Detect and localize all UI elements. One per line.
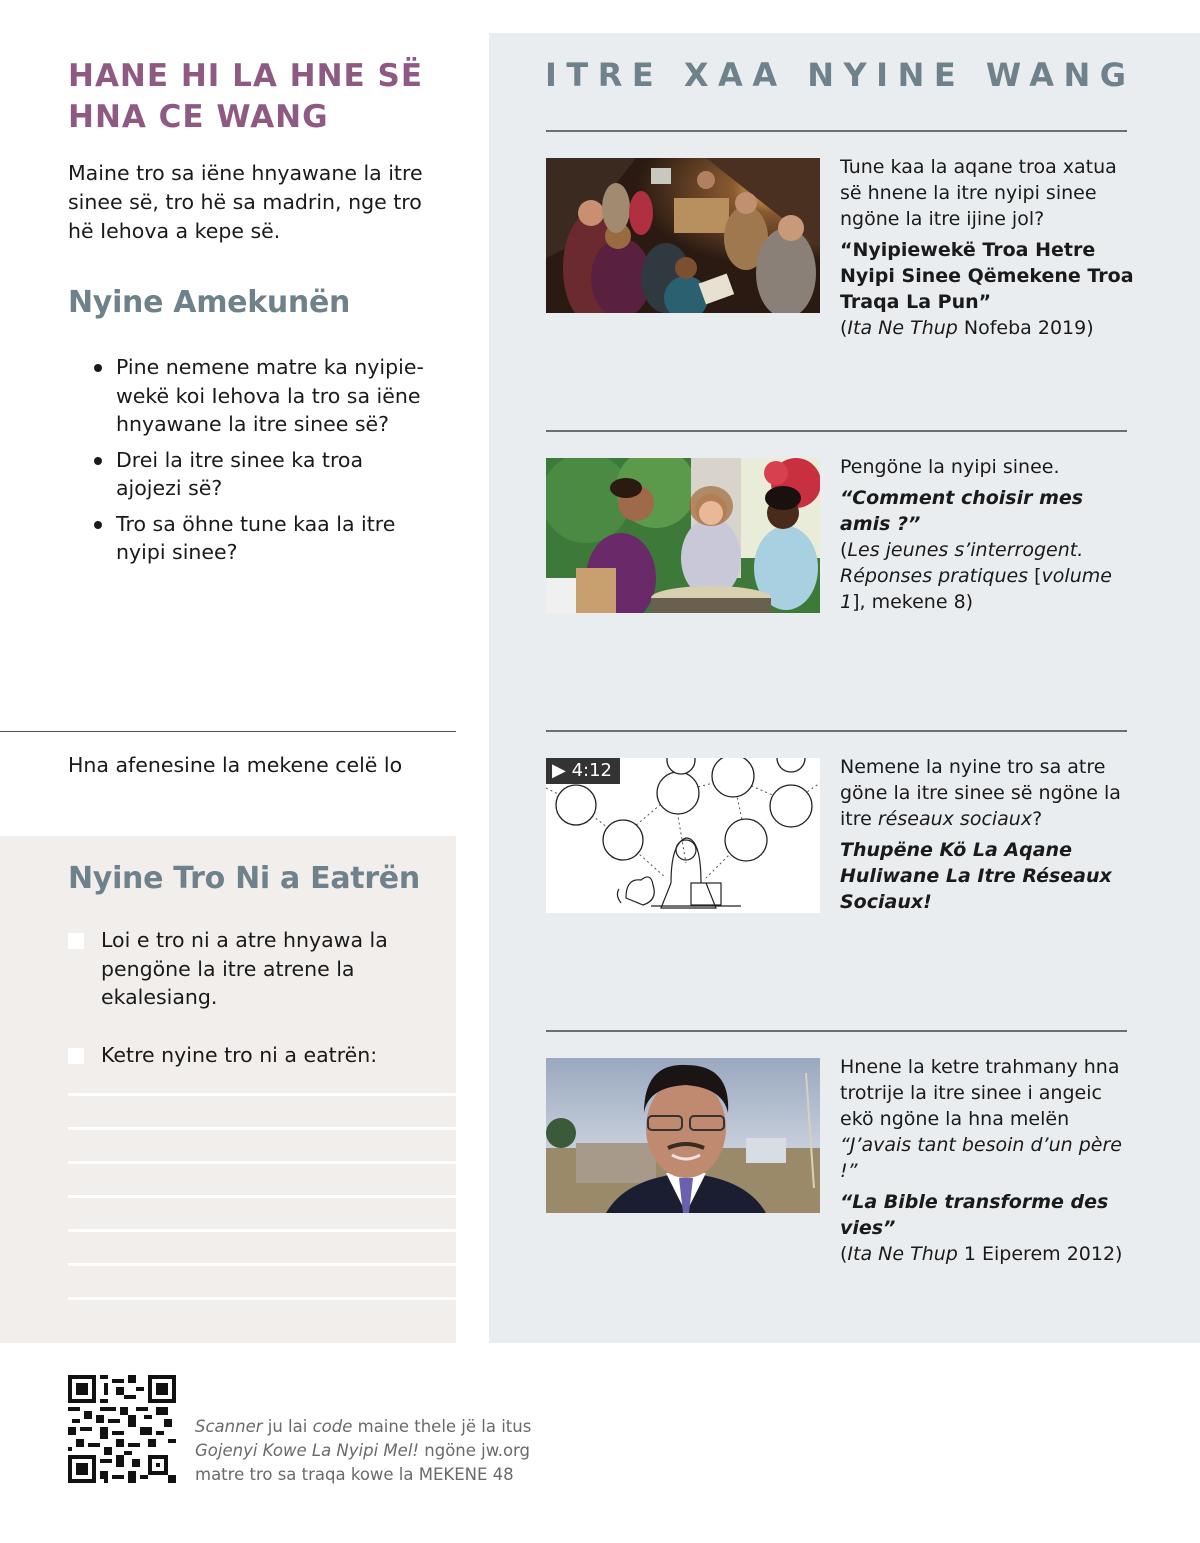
- divider: [546, 1030, 1127, 1032]
- play-icon: ▶: [552, 760, 566, 781]
- write-line[interactable]: [68, 1195, 456, 1198]
- article-source: [840, 315, 1140, 341]
- goal-text: Loi e tro ni a atre hnyawa la pengöne la itre atrene la ekalesiang.: [101, 928, 388, 1009]
- related-question: Pengöne la nyipi sinee.: [840, 456, 1060, 478]
- question-italic-quote: “J’avais tant besoin d’un père !”: [840, 1134, 1122, 1182]
- social-networks-video-thumbnail[interactable]: [546, 758, 820, 913]
- article-source: [840, 537, 1140, 615]
- goal-text: Ketre nyine tro ni a eatrën:: [101, 1042, 378, 1067]
- write-line[interactable]: [68, 1229, 456, 1232]
- related-question: Tune kaa la aqane troa xatua së hnene la itre nyipi sinee ngöne la itre ijine jol?: [840, 156, 1117, 230]
- related-question: [840, 754, 1140, 832]
- related-article: [840, 1054, 1140, 1267]
- related-video: [840, 754, 1140, 915]
- publication-name: Ita Ne Thup: [847, 1243, 958, 1265]
- scan-word: Scanner: [195, 1417, 263, 1436]
- write-line[interactable]: [68, 1161, 456, 1164]
- goals-list: [68, 926, 438, 1098]
- write-line[interactable]: [68, 1297, 456, 1300]
- related-article: [840, 454, 1140, 615]
- publication-date: Nofeba 2019): [957, 317, 1094, 339]
- goals-heading: Nyine Tro Ni a Eatrën: [68, 861, 420, 896]
- review-question: Tro sa öhne tune kaa la itre nyipi sinee?: [92, 510, 432, 567]
- write-line[interactable]: [68, 1127, 456, 1130]
- qr-instructions: [195, 1415, 531, 1487]
- divider: [0, 731, 456, 732]
- paren: (: [840, 1243, 848, 1265]
- three-women-photo[interactable]: [546, 458, 820, 613]
- article-title-link[interactable]: “Comment choisir mes amis ?”: [840, 487, 1084, 535]
- related-article: [840, 154, 1140, 341]
- review-question: Pine nemene matre ka nyipiewekë koi Iehova la tro sa iëne hnyawane la itre sinee së?: [92, 353, 432, 439]
- book-title: Gojenyi Kowe La Nyipi Mel!: [195, 1441, 420, 1460]
- review-date-label: Hna afenesine la mekene celë lo: [68, 753, 403, 777]
- paren: (: [840, 317, 848, 339]
- article-title-link[interactable]: “Nyipiewekë Troa Hetre Nyipi Sinee Qëmekene Troa Traqa La Pun”: [840, 239, 1134, 313]
- scan-text: ju lai: [262, 1417, 313, 1436]
- further-reading-heading: ITRE XAA NYINE WANG: [545, 56, 1136, 94]
- volume-number: volume 1: [840, 565, 1112, 613]
- lesson-title: [68, 56, 458, 138]
- video-title-link[interactable]: Thupëne Kö La Aqane Huliwane La Itre Réseaux Sociaux!: [840, 839, 1112, 913]
- goal-checkbox[interactable]: [68, 933, 84, 949]
- lesson-title-line-1: HANE HI LA HNE SË: [68, 58, 424, 94]
- write-line[interactable]: [68, 1093, 456, 1096]
- publication-date: 1 Eiperem 2012): [957, 1243, 1123, 1265]
- article-source: [840, 1241, 1140, 1267]
- attic-scene-image: [546, 158, 820, 313]
- friends-studying-photo[interactable]: [546, 158, 820, 313]
- lesson-title-line-2: HNA CE WANG: [68, 99, 329, 135]
- qr-code-icon: [68, 1375, 176, 1483]
- publication-name: Ita Ne Thup: [847, 317, 958, 339]
- related-question: [840, 1054, 1140, 1184]
- goal-item: [68, 1041, 438, 1070]
- review-heading: Nyine Amekunën: [68, 285, 351, 320]
- paren: (: [840, 539, 848, 561]
- qr-code[interactable]: [68, 1375, 176, 1483]
- article-title-link[interactable]: “La Bible transforme des vies”: [840, 1191, 1109, 1239]
- divider: [546, 430, 1127, 432]
- scan-text: maine thele jë la itus: [352, 1417, 532, 1436]
- review-question: Drei la itre sinee ka troa ajojezi së?: [92, 446, 432, 503]
- question-text: Nemene la nyine tro sa atre göne la itre sinee së ngöne la itre: [840, 756, 1121, 830]
- goal-checkbox[interactable]: [68, 1048, 84, 1064]
- question-end: ?: [1032, 808, 1043, 830]
- chapter-reference: ], mekene 8): [852, 591, 974, 613]
- friends-talking-image: [546, 458, 820, 613]
- goal-item: [68, 926, 438, 1012]
- website-text: ngöne jw.org: [419, 1441, 531, 1460]
- write-line[interactable]: [68, 1263, 456, 1266]
- portrait-image: [546, 1058, 820, 1213]
- question-italic-term: réseaux sociaux: [877, 808, 1033, 830]
- divider: [546, 130, 1127, 132]
- code-word: code: [312, 1417, 353, 1436]
- publication-name: Les jeunes s’interrogent. Réponses pratiques: [840, 539, 1084, 587]
- video-duration: 4:12: [571, 760, 612, 781]
- summary-text: Maine tro sa iëne hnyawane la itre sinee së, tro hë sa madrin, nge tro hë Iehova a kepe së.: [68, 161, 423, 243]
- video-duration-badge: [546, 758, 620, 784]
- divider: [546, 730, 1127, 732]
- review-questions: [92, 353, 432, 574]
- lesson-reference: matre tro sa traqa kowe la MEKENE 48: [195, 1465, 514, 1484]
- bracket: [: [1028, 565, 1042, 587]
- man-portrait-photo[interactable]: [546, 1058, 820, 1213]
- question-text: Hnene la ketre trahmany hna trotrije la itre sinee i angeic ekö ngöne la hna melën: [840, 1056, 1120, 1130]
